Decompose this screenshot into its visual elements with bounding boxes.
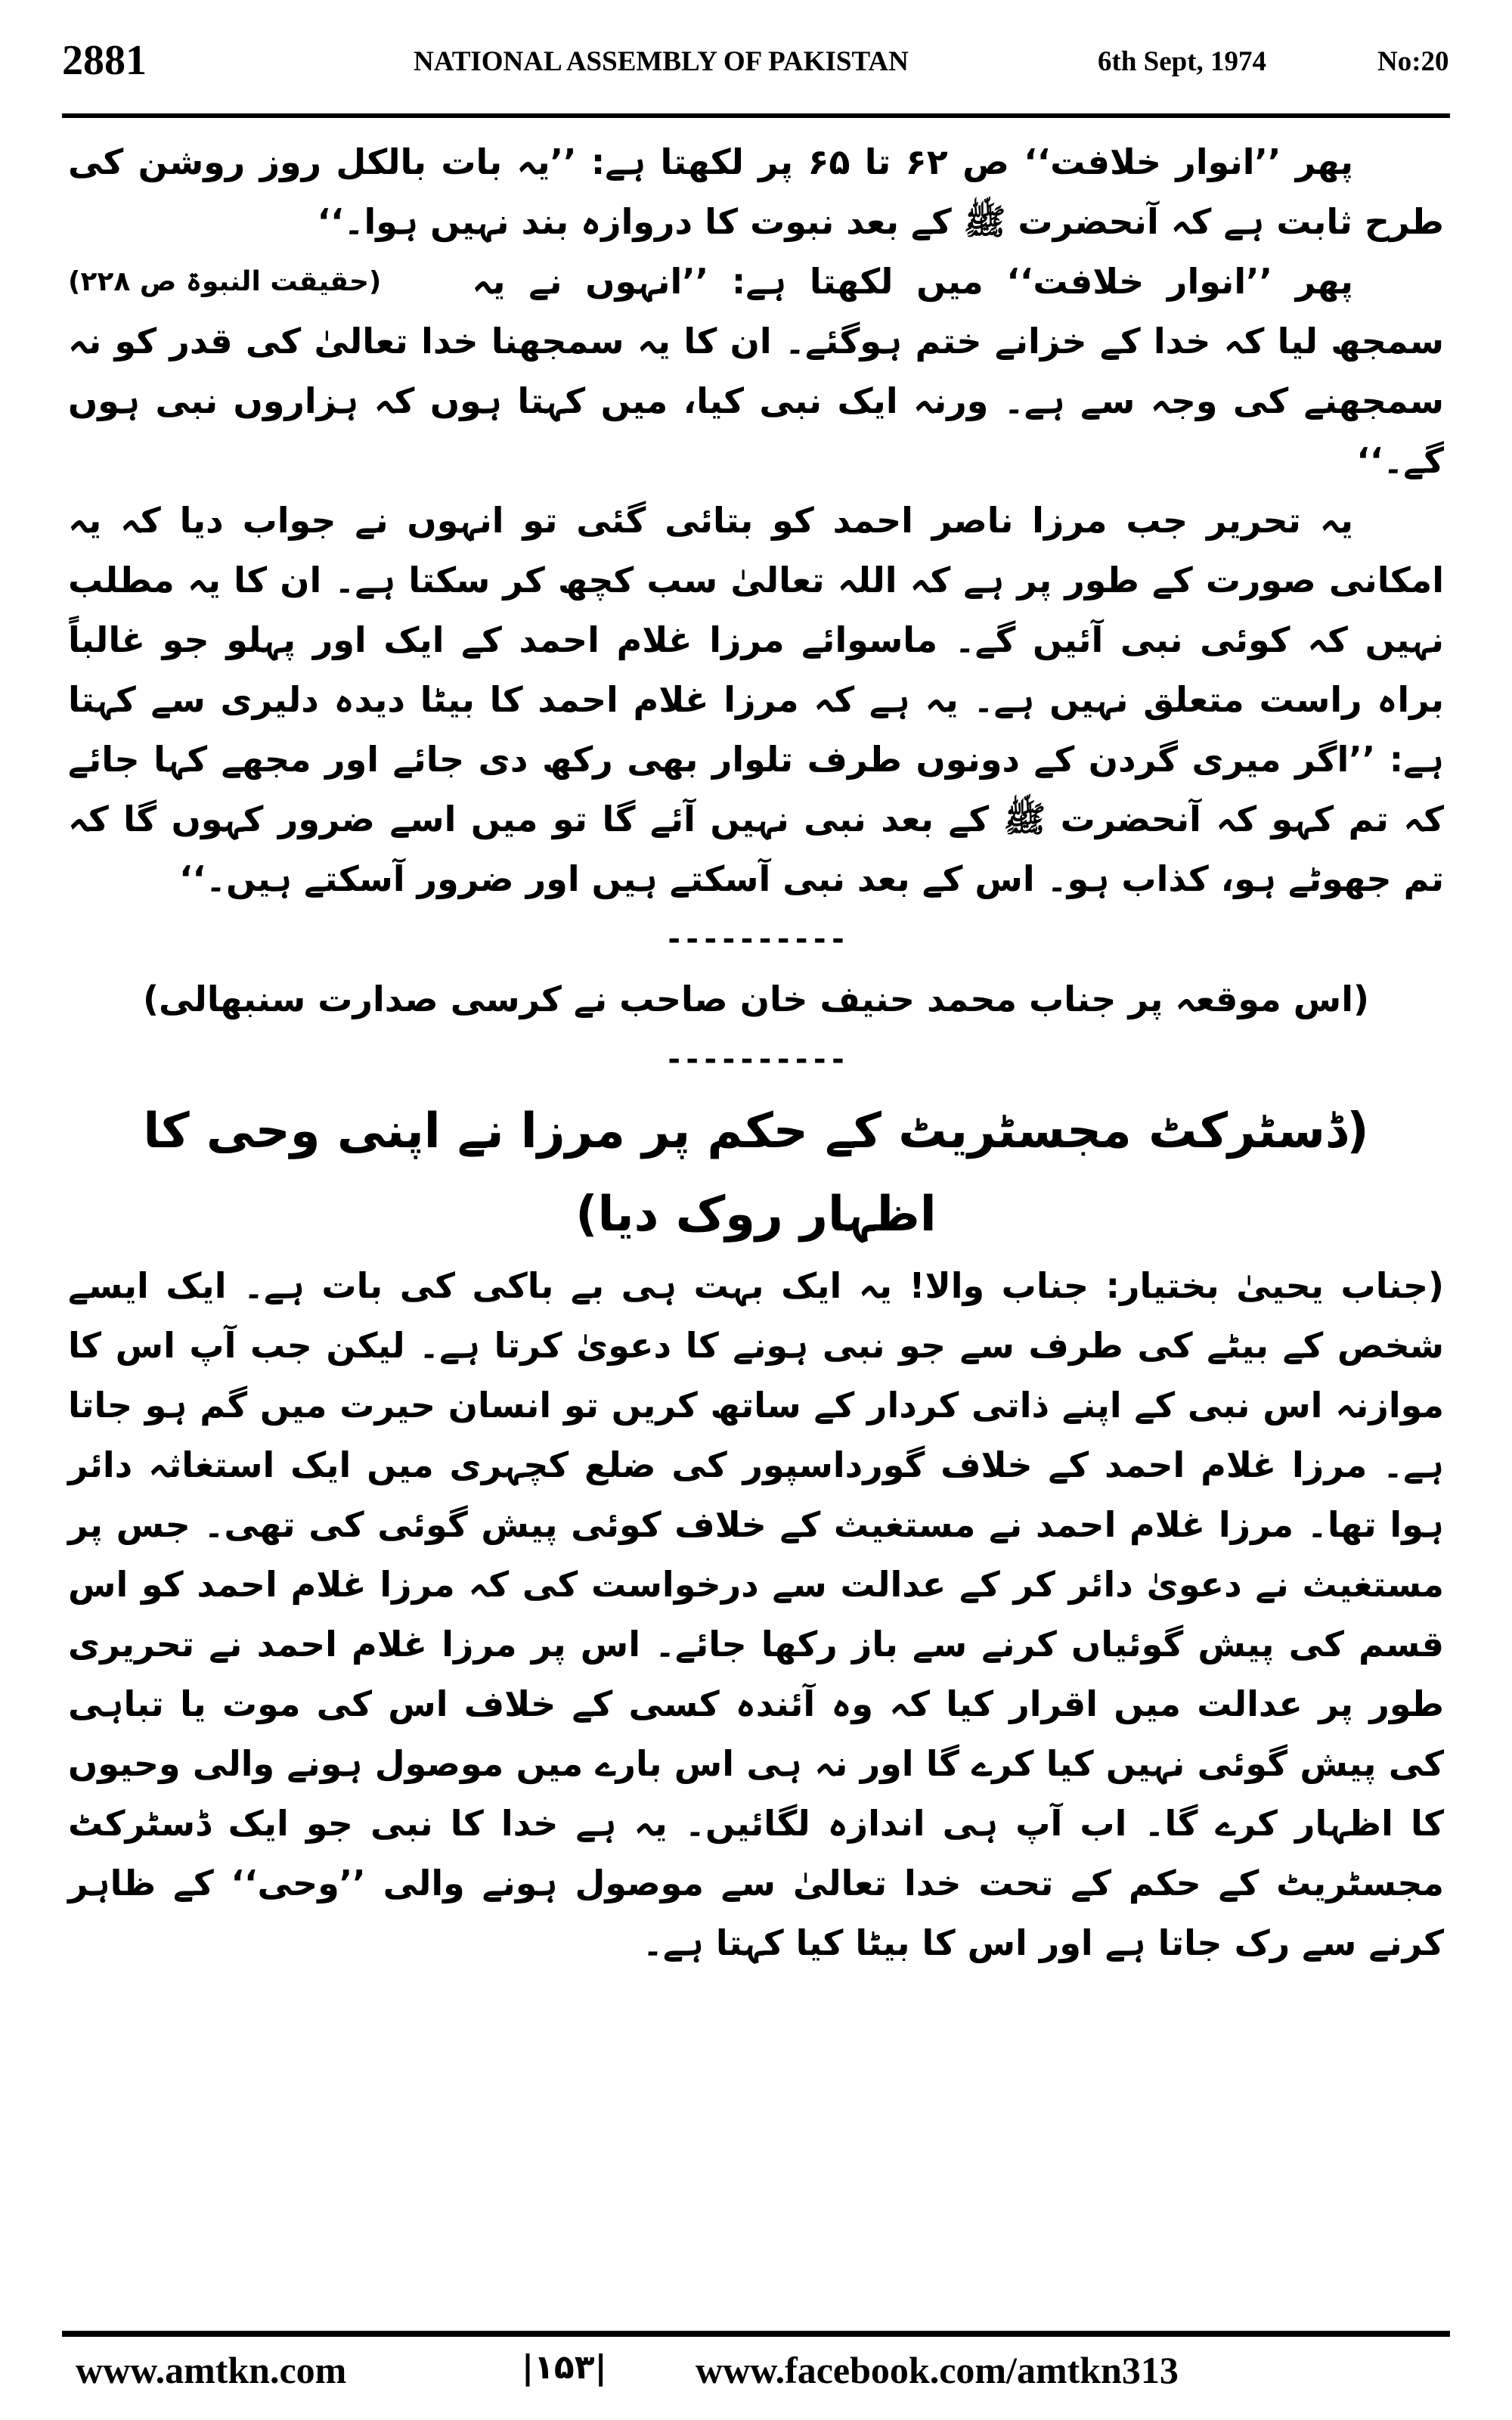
document-body bbox=[68, 132, 1444, 1973]
header-number: No:20 bbox=[1377, 46, 1449, 77]
divider-bottom: ---------- bbox=[665, 1042, 847, 1077]
citation: (حقیقت النبوۃ ص ۲۲۸) bbox=[68, 266, 382, 297]
header-date: 6th Sept, 1974 bbox=[1098, 46, 1267, 77]
page-footer bbox=[76, 2348, 1436, 2401]
paragraph-3: یہ تحریر جب مرزا ناصر احمد کو بتائی گئی تو انہوں نے جواب دیا کہ یہ امکانی صورت کے طور پر ہے کہ اللہ تعالیٰ سب کچھ کر سکتا ہے۔ ان کا یہ مطلب نہیں کہ کوئی نبی آئیں گے۔ ماسوائے مرزا غلام احمد کے ایک اور پہلو جو غالباً براہ راست متعلق نہیں ہے۔ یہ ہے کہ مرزا غلام احمد کا بیٹا دیدہ دلیری سے کہتا ہے: ’’اگر میری گردن کے دونوں طرف تلوار بھی رکھ دی جائے اور مجھے کہا جائے کہ تم کہو کہ آنحضرت ﷺ کے بعد نبی نہیں آئے گا تو میں اسے ضرور کہوں گا کہ تم جھوٹے ہو، کذاب ہو۔ اس کے بعد نبی آسکتے ہیں اور ضرور آسکتے ہیں۔‘‘ bbox=[68, 500, 1444, 899]
paragraph-1-text: پھر ’’انوار خلافت‘‘ ص ۶۲ تا ۶۵ پر لکھتا ہے: ’’یہ بات بالکل روز روشن کی طرح ثابت ہے کہ آنحضرت ﷺ کے بعد نبوت کا دروازہ بند نہیں ہوا۔‘‘ bbox=[68, 141, 1444, 242]
paragraph-1 bbox=[68, 132, 1444, 297]
footer-facebook-link[interactable]: www.facebook.com/amtkn313 bbox=[696, 2349, 1179, 2391]
header-title: NATIONAL ASSEMBLY OF PAKISTAN bbox=[414, 46, 909, 77]
paragraph-4: (جناب یحییٰ بختیار: جناب والا! یہ ایک بہت ہی بے باکی کی بات ہے۔ ایک ایسے شخص کے بیٹے کی طرف سے جو نبی ہونے کا دعویٰ کرتا ہے۔ لیکن جب آپ اس کا موازنہ اس نبی کے اپنے ذاتی کردار کے ساتھ کریں تو انسان حیرت میں گم ہو جاتا ہے۔ مرزا غلام احمد کے خلاف گورداسپور کی ضلع کچہری میں ایک استغاثہ دائر ہوا تھا۔ مرزا غلام احمد نے مستغیث کے خلاف کوئی پیش گوئی کی تھی۔ جس پر مستغیث نے دعویٰ دائر کر کے عدالت سے درخواست کی کہ مرزا غلام احمد کو اس قسم کی پیش گوئیاں کرنے سے باز رکھا جائے۔ اس پر مرزا غلام احمد نے تحریری طور پر عدالت میں اقرار کیا کہ وہ آئندہ کسی کے خلاف اس کی موت یا تباہی کی پیش گوئی نہیں کیا کرے گا اور نہ ہی اس بارے میں موصول ہونے والی وحیوں کا اظہار کرے گا۔ اب آپ ہی اندازہ لگائیں۔ یہ ہے خدا کا نبی جو ایک ڈسٹرکٹ مجسٹریٹ کے حکم کے تحت خدا تعالیٰ سے موصول ہونے والی ’’وحی‘‘ کے ظاہر کرنے سے رک جاتا ہے اور اس کا بیٹا کیا کہتا ہے۔ bbox=[68, 1265, 1444, 1963]
chair-note: (اس موقعہ پر جناب محمد حنیف خان صاحب نے کرسی صدارت سنبھالی) bbox=[142, 979, 1370, 1019]
divider-top: ---------- bbox=[665, 922, 847, 957]
footer-rule bbox=[62, 2331, 1450, 2337]
section-heading: (ڈسٹرکٹ مجسٹریٹ کے حکم پر مرزا نے اپنی وحی کا اظہار روک دیا) bbox=[143, 1103, 1369, 1243]
page-header bbox=[62, 36, 1450, 97]
header-rule bbox=[62, 113, 1450, 118]
page-number: 2881 bbox=[62, 37, 147, 84]
footer-website-link[interactable]: www.amtkn.com bbox=[76, 2349, 347, 2391]
paragraph-2: پھر ’’انوار خلافت‘‘ میں لکھتا ہے: ’’انہوں نے یہ سمجھ لیا کہ خدا کے خزانے ختم ہوگئے۔ ان کا یہ سمجھنا خدا تعالیٰ کی قدر کو نہ سمجھنے کی وجہ سے ہے۔ ورنہ ایک نبی کیا، میں کہتا ہوں کہ ہزاروں نبی ہوں گے۔‘‘ bbox=[68, 261, 1444, 481]
footer-page-number: |۱۵۳| bbox=[522, 2348, 607, 2387]
